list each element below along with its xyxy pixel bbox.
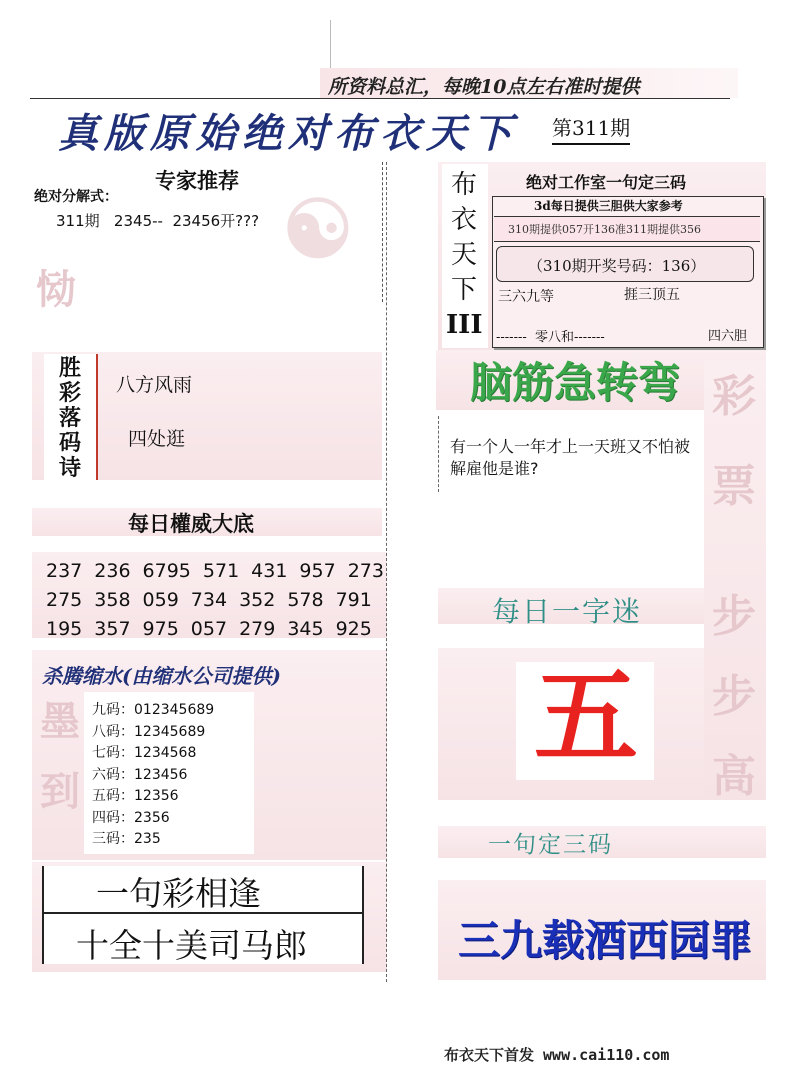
- studio-label-char: 天: [450, 240, 477, 270]
- decor-char-right-5: 高: [712, 751, 756, 802]
- poem-label-char: 落: [58, 406, 81, 431]
- list-item: [92, 765, 214, 787]
- decor-char-left-1: 恸: [36, 266, 76, 313]
- shrink-label: 五码：: [92, 788, 134, 804]
- base-cell: 352: [239, 589, 276, 611]
- poem-label-char: 诗: [58, 456, 81, 481]
- list-item: [92, 808, 214, 830]
- shrink-value: 1234568: [134, 745, 197, 761]
- base-cell: 791: [335, 589, 372, 611]
- base-cell: 279: [239, 618, 276, 640]
- studio-label-char: 下: [450, 275, 477, 305]
- base-cell: 195: [46, 618, 83, 640]
- base-cell: 358: [94, 589, 131, 611]
- phrase-line-1: 一句彩相逢: [96, 874, 261, 913]
- shrink-label: 九码：: [92, 702, 134, 718]
- base-cell: 275: [46, 589, 83, 611]
- studio-vertical-label: [446, 168, 482, 343]
- base-cell: 925: [335, 618, 372, 640]
- decor-char-right-4: 步: [712, 671, 756, 722]
- poem-label-char: 码: [58, 431, 81, 456]
- riddle-title: 脑筋急转弯: [470, 358, 681, 407]
- shrink-title: 杀腾缩水(由缩水公司提供): [42, 664, 281, 688]
- base-cell: 345: [287, 618, 324, 640]
- poem-vertical-label: [52, 356, 88, 481]
- base-cell: 957: [299, 560, 336, 582]
- base-cell: 571: [202, 560, 240, 582]
- shrink-value: 012345689: [134, 702, 215, 718]
- decor-char-right-2: 票: [712, 461, 756, 512]
- shrink-value: 12345689: [134, 723, 206, 740]
- daily-base-rows: [46, 557, 384, 644]
- base-cell: 057: [190, 618, 228, 640]
- studio-cell-left: 三六九等: [498, 289, 554, 305]
- decor-char-left-2: 墨: [40, 698, 80, 745]
- list-item: [92, 786, 214, 808]
- base-cell: 236: [94, 560, 131, 582]
- expert-line: 311期 2345-- 23456开???: [56, 212, 260, 230]
- shrink-label: 四码：: [92, 809, 134, 826]
- shrink-value: 123456: [134, 766, 188, 783]
- base-cell: 059: [142, 589, 179, 611]
- studio-bottom-mid: ------- 零八和-------: [496, 330, 605, 345]
- char-riddle-title: 每日一字迷: [492, 595, 643, 628]
- table-row: [46, 557, 384, 586]
- three-codes-phrase: 三九载酒西园罪: [458, 916, 753, 965]
- decor-figure: ☯: [282, 182, 354, 276]
- decor-char-right-3: 步: [712, 591, 756, 642]
- table-row: [46, 615, 384, 644]
- decor-char-right-1: 彩: [712, 371, 756, 422]
- shrink-value: 2356: [134, 809, 170, 826]
- decor-strip-right: [704, 360, 766, 800]
- shrink-label: 六码：: [92, 766, 134, 783]
- expert-title: 专家推荐: [155, 169, 239, 193]
- studio-label-char: 布: [450, 170, 477, 200]
- footer-text: 布衣天下首发 www.cai110.com: [444, 1046, 670, 1064]
- base-cell: 734: [190, 589, 228, 611]
- shrink-label: 七码：: [92, 745, 134, 761]
- shrink-value: 12356: [134, 788, 179, 804]
- list-item: [92, 722, 214, 744]
- studio-subtitle: 3d每日提供三胆供大家参考: [534, 199, 683, 213]
- base-cell: 357: [94, 618, 131, 640]
- studio-provided: 310期提供057开136准311期提供356: [508, 223, 701, 236]
- poem-label-char: 胜: [58, 356, 81, 381]
- header-top-rule: [330, 20, 331, 68]
- header-strip-text: 所资料总汇，每晚10点左右准时提供: [328, 76, 640, 98]
- poem-line-2: 四处逛: [128, 428, 186, 450]
- poem-divider: [96, 354, 98, 480]
- poem-line-1: 八方风雨: [116, 374, 193, 396]
- table-row: [46, 586, 384, 615]
- poem-label-char: 彩: [58, 381, 81, 406]
- column-divider: [386, 162, 387, 982]
- list-item: [92, 700, 214, 722]
- shrink-label: 八码：: [92, 723, 134, 740]
- phrase-line-2: 十全十美司马郎: [76, 926, 307, 965]
- riddle-question: 有一个人一年才上一天班又不怕被解雇他是谁?: [450, 437, 691, 478]
- base-cell: 6795: [142, 560, 191, 582]
- list-item: [92, 829, 214, 851]
- expert-label: 绝对分解式：: [34, 189, 118, 205]
- base-cell: 578: [287, 589, 324, 611]
- studio-title: 绝对工作室一句定三码: [526, 173, 687, 192]
- shrink-list: [92, 700, 214, 851]
- page-title: 真版原始绝对布衣天下: [58, 110, 518, 157]
- base-cell: 273: [347, 560, 384, 582]
- shrink-label: 三码：: [92, 831, 134, 847]
- studio-bottom-right: 四六胆: [708, 329, 748, 344]
- base-cell: 431: [251, 560, 288, 582]
- studio-cell-right: 捱三顶五: [624, 287, 680, 303]
- studio-label-char: III: [446, 310, 483, 340]
- decor-char-left-3: 到: [40, 768, 80, 815]
- three-codes-title: 一句定三码: [488, 832, 613, 858]
- studio-result: （310期开奖号码：136）: [528, 257, 706, 275]
- daily-base-title: 每日權威大底: [128, 511, 254, 536]
- studio-label-char: 衣: [450, 205, 477, 235]
- list-item: [92, 743, 214, 765]
- base-cell: 975: [142, 618, 179, 640]
- base-cell: 237: [46, 560, 83, 582]
- header-underline: [30, 98, 730, 99]
- issue-number: 第311期: [552, 112, 630, 145]
- char-riddle-char: 五: [534, 656, 639, 778]
- shrink-value: 235: [134, 831, 161, 847]
